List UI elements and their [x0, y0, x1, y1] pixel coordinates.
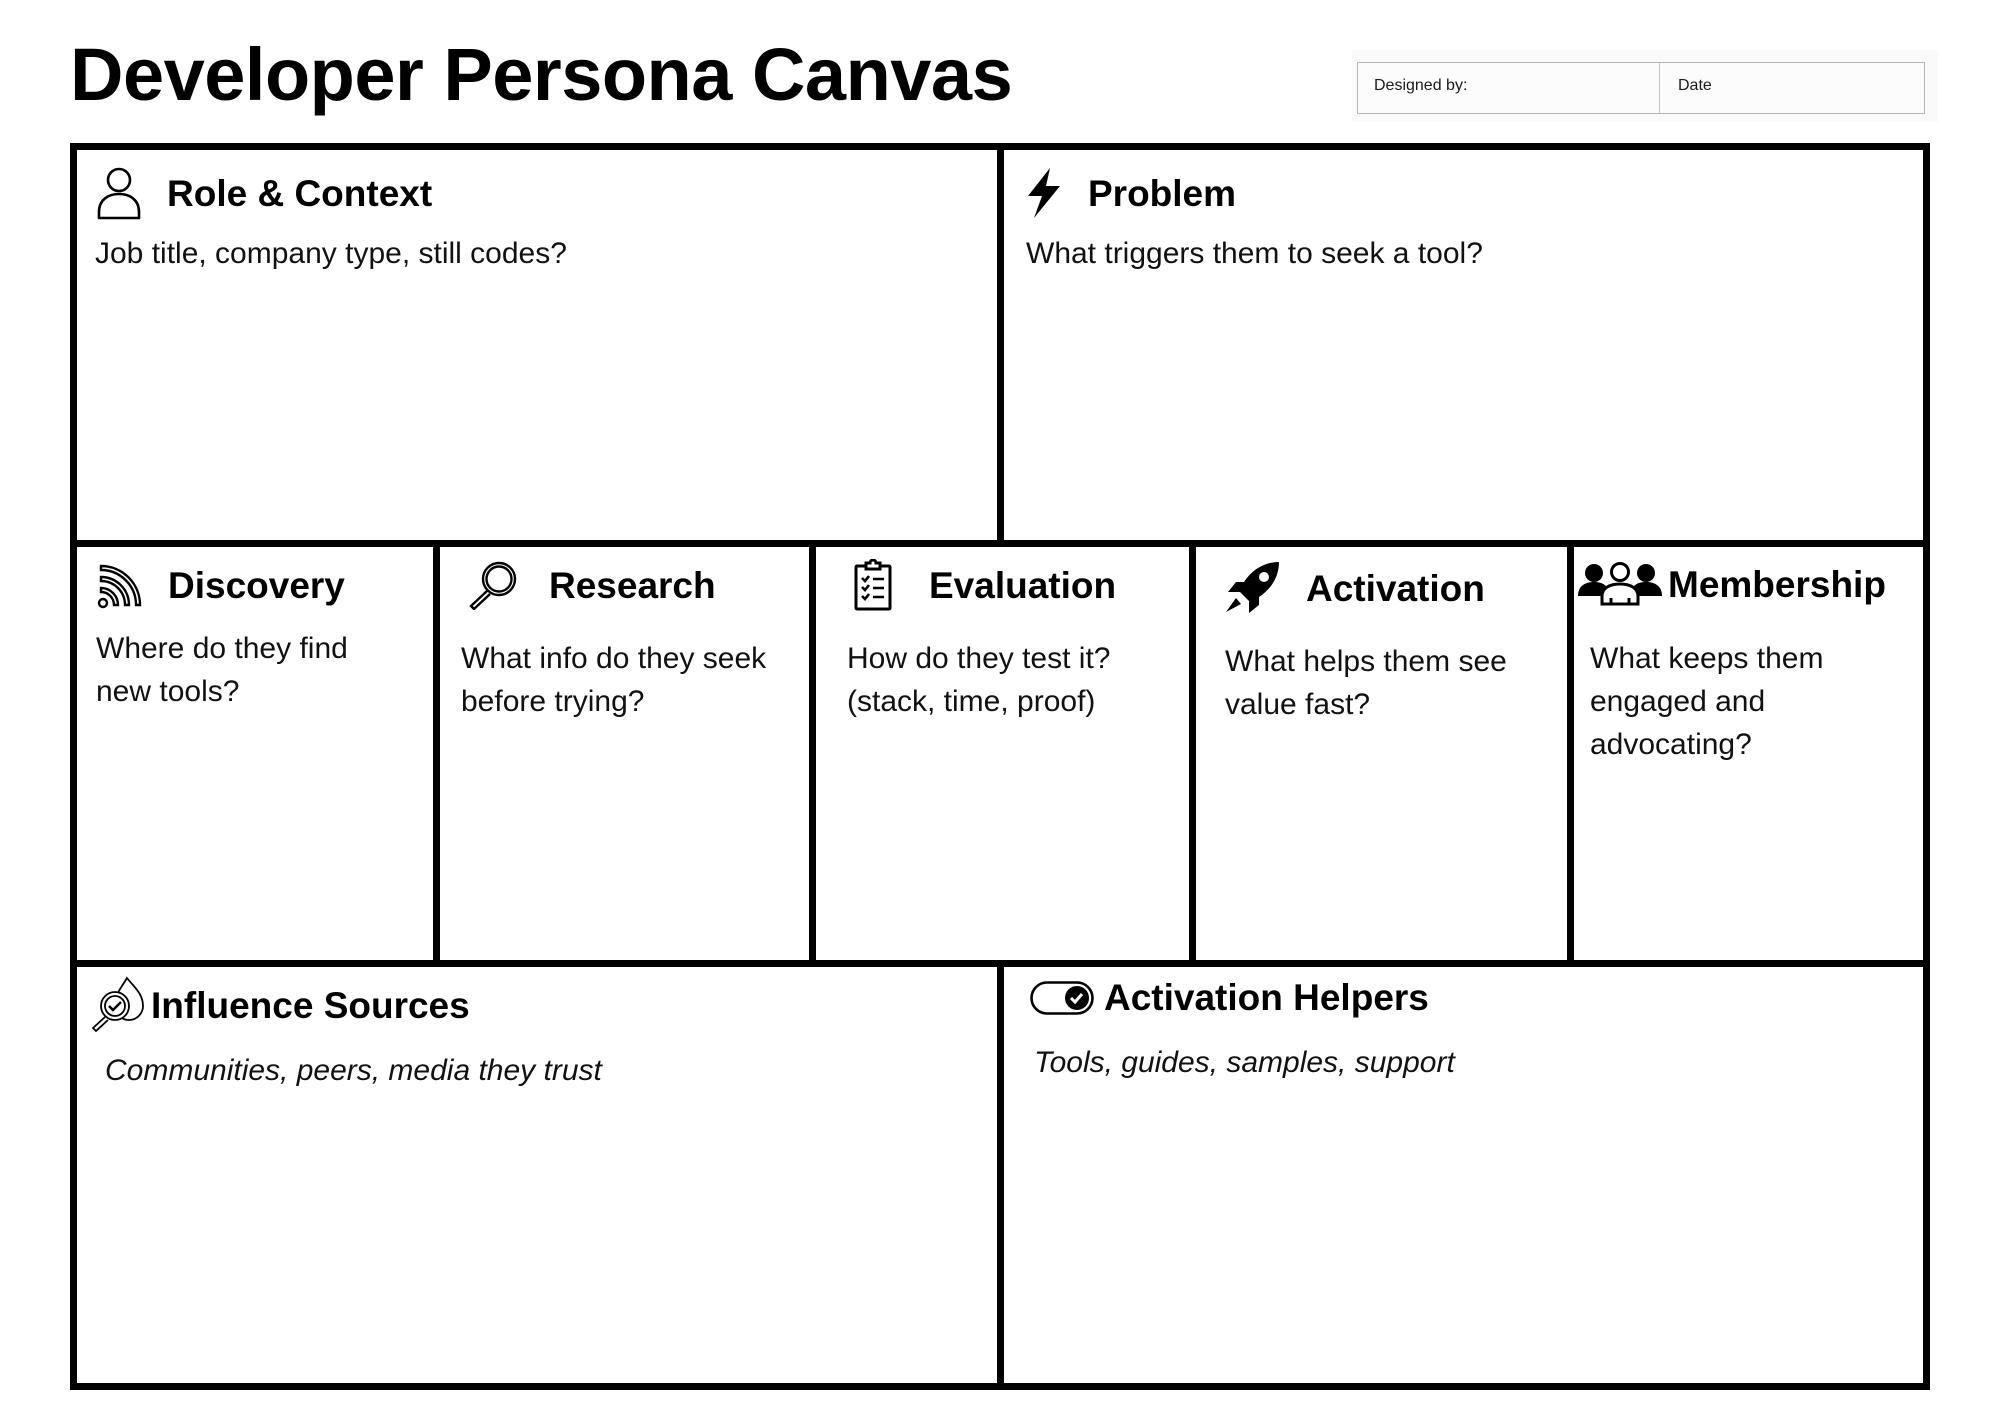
cell-title: Activation Helpers: [1104, 977, 1429, 1018]
cell-title: Evaluation: [929, 564, 1117, 606]
rocket-icon: [1224, 560, 1282, 616]
cell-prompt: Where do they find new tools?: [96, 632, 348, 708]
cell-research[interactable]: [433, 540, 816, 967]
designed-by-field[interactable]: [1358, 63, 1660, 113]
cell-prompt: Communities, peers, media they trust: [105, 1054, 602, 1087]
signal-waves-icon: [96, 560, 148, 610]
meta-panel: [1357, 62, 1925, 114]
cell-title: Influence Sources: [151, 984, 470, 1026]
cell-prompt: What triggers them to seek a tool?: [1026, 237, 1483, 270]
magnifier-icon: [467, 560, 519, 610]
date-field[interactable]: [1660, 63, 1924, 113]
cell-title: Problem: [1088, 172, 1237, 214]
cell-prompt: Tools, guides, samples, support: [1034, 1046, 1455, 1079]
droplet-magnifier-check-icon: [89, 976, 149, 1034]
person-icon: [95, 166, 143, 220]
cell-problem[interactable]: [997, 143, 1930, 547]
date-label: Date: [1678, 77, 1712, 94]
cell-prompt: How do they test it? (stack, time, proof): [847, 642, 1111, 718]
cell-activation[interactable]: [1189, 540, 1574, 967]
page-title: Developer Persona Canvas: [70, 33, 1013, 116]
cell-title: Role & Context: [167, 172, 433, 214]
cell-title: Discovery: [168, 564, 345, 606]
clipboard-checklist-icon: [853, 559, 893, 611]
cell-title: Membership: [1668, 563, 1886, 605]
cell-activation-helpers[interactable]: [997, 960, 1930, 1390]
cell-evaluation[interactable]: [809, 540, 1196, 967]
cell-prompt: What info do they seek before trying?: [461, 642, 767, 718]
cell-prompt: What keeps them engaged and advocating?: [1590, 642, 1824, 761]
group-icon: [1578, 562, 1662, 606]
persona-canvas-grid: [70, 143, 1930, 1390]
lightning-bolt-icon: [1024, 166, 1064, 220]
toggle-check-icon: [1030, 981, 1094, 1015]
cell-influence-sources[interactable]: [70, 960, 1004, 1390]
designed-by-label: Designed by:: [1374, 77, 1468, 94]
cell-prompt: Job title, company type, still codes?: [95, 237, 567, 270]
cell-prompt: What helps them see value fast?: [1225, 645, 1507, 721]
cell-role-context[interactable]: [70, 143, 1004, 547]
cell-title: Activation: [1306, 567, 1485, 609]
cell-membership[interactable]: [1567, 540, 1930, 967]
cell-discovery[interactable]: [70, 540, 440, 967]
cell-title: Research: [549, 564, 716, 606]
